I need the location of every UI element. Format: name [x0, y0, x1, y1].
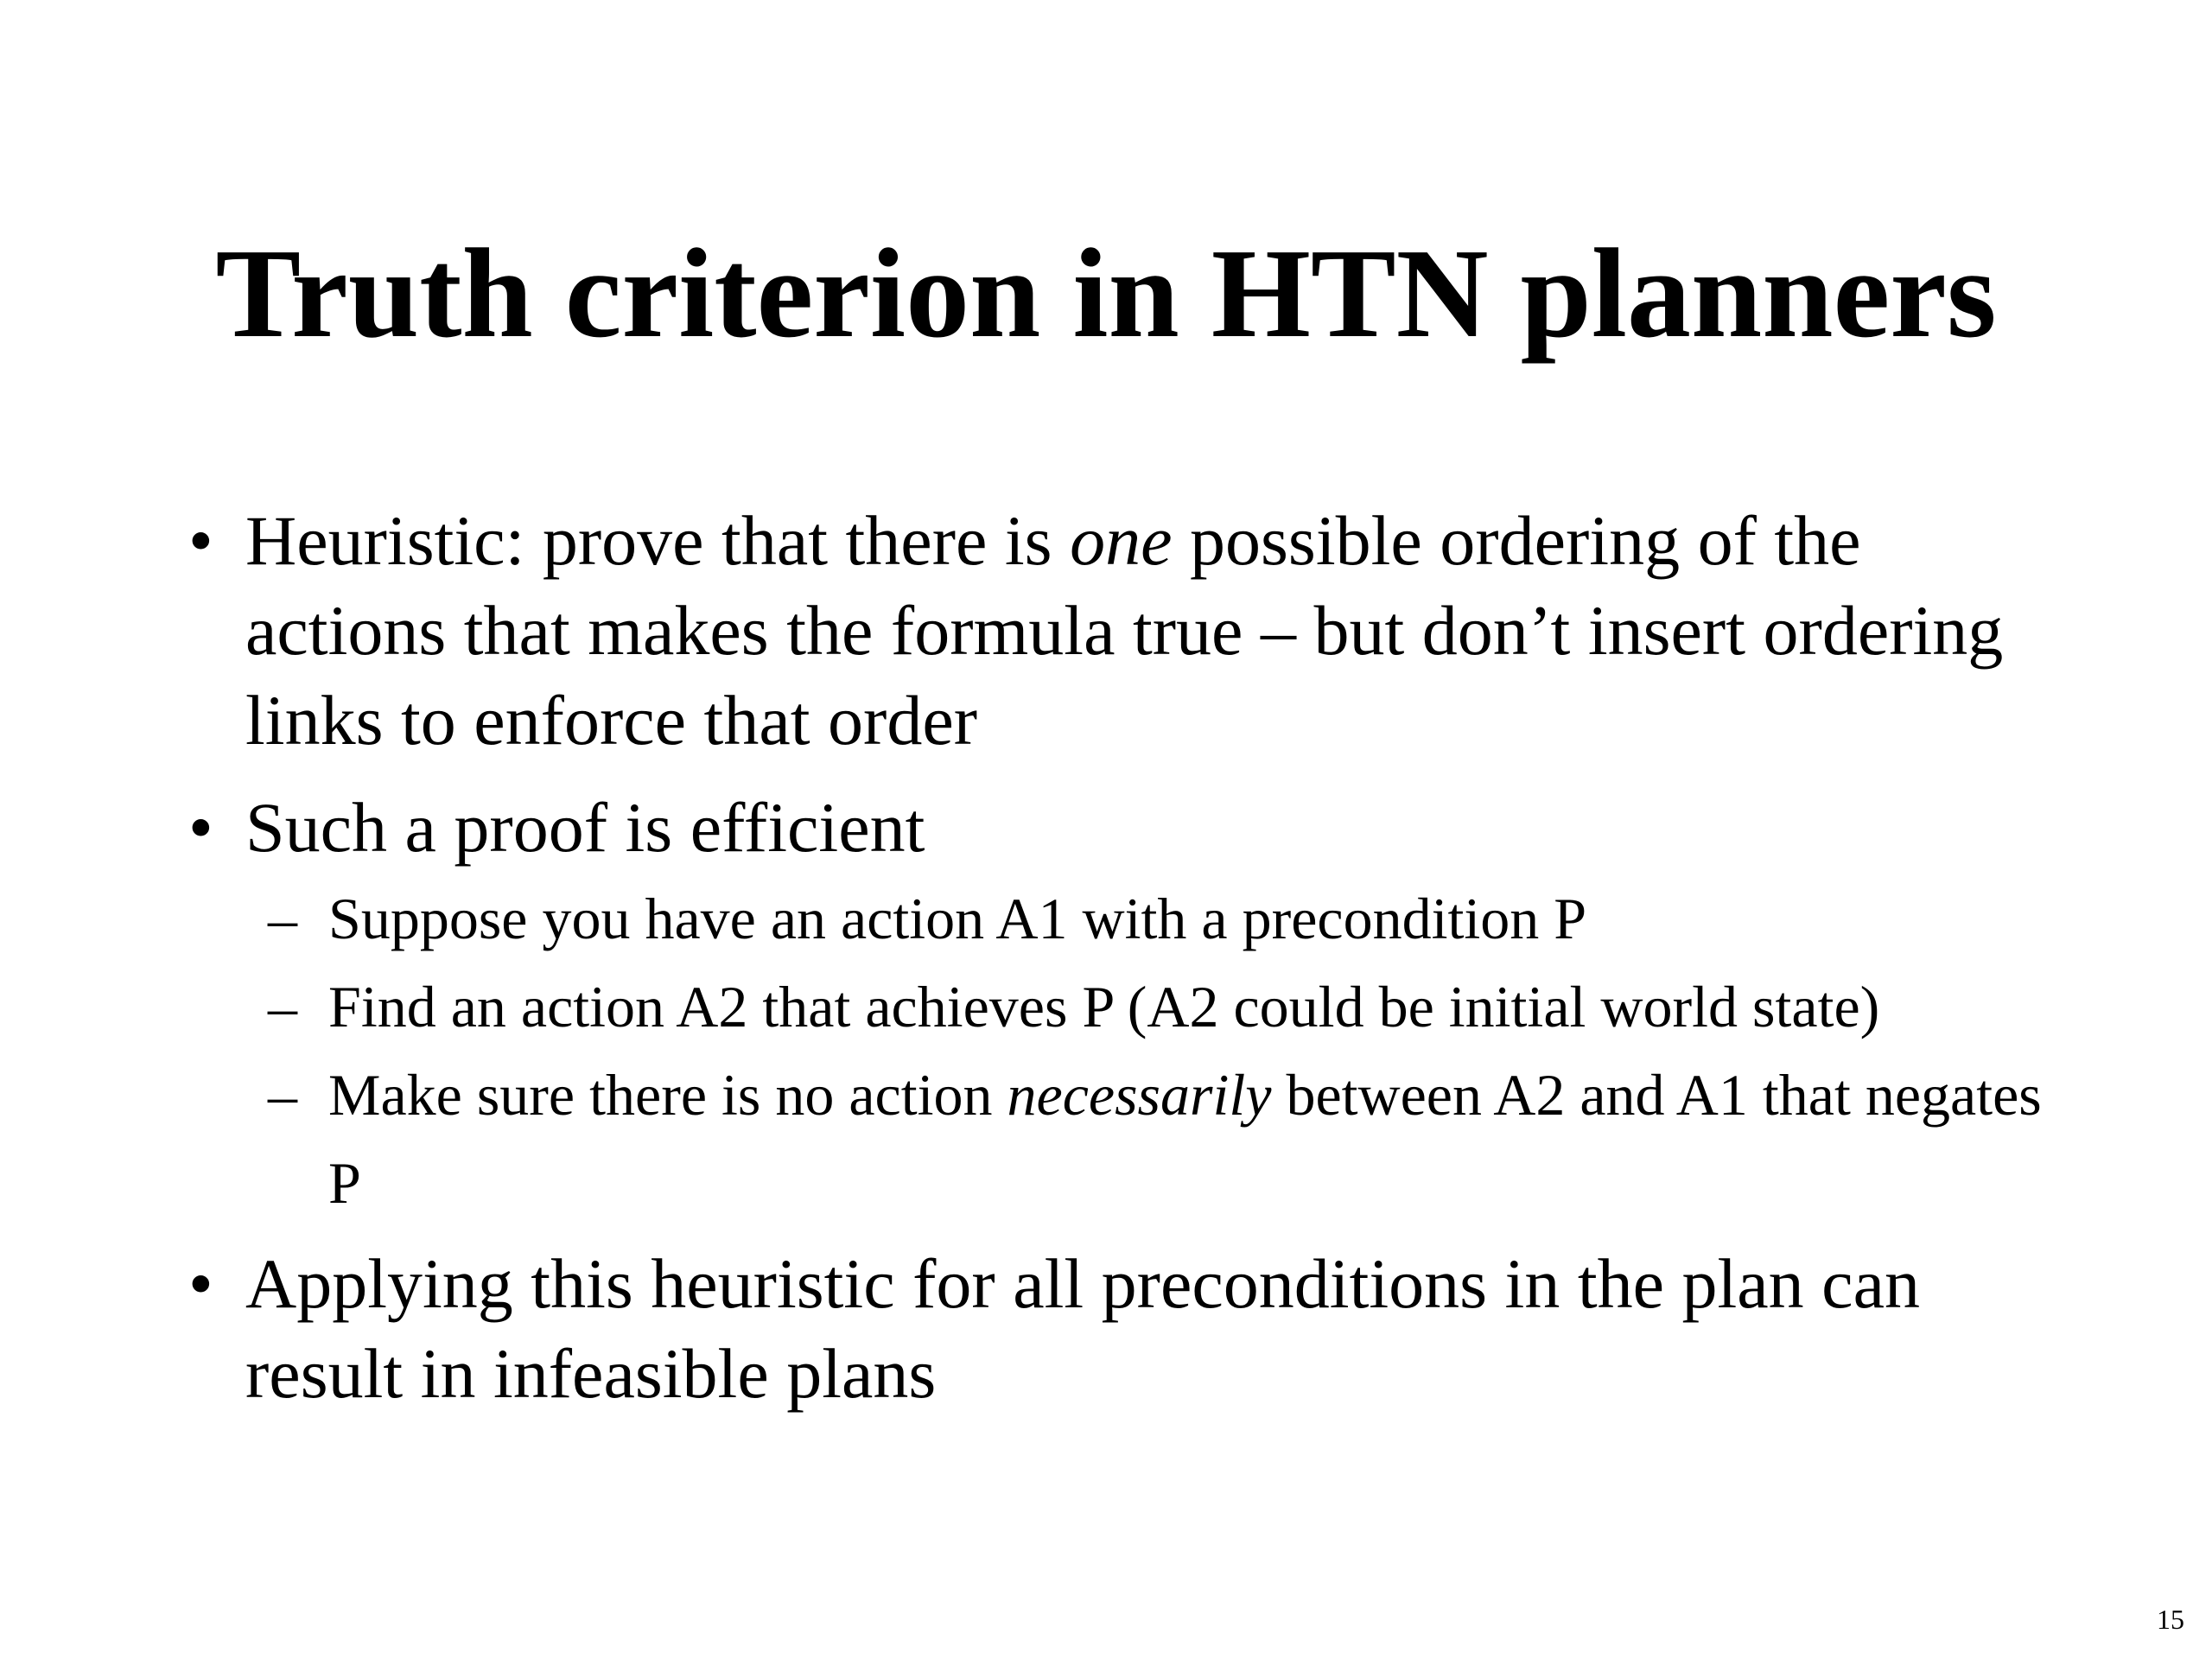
slide-title: Truth criterion in HTN planners — [215, 223, 1997, 365]
sub-bullet-find-action — [188, 963, 2046, 1051]
sub-bullet-text-part: Make sure there is no action — [328, 1062, 1007, 1128]
bullet-text-part: Heuristic: prove that there is — [245, 501, 1071, 580]
bullet-dot: • — [188, 1244, 213, 1323]
bullet-text: Such a proof is efficient — [245, 788, 925, 867]
bullet-text-part: possible ordering of the actions that makes the formula true – but don’t insert ordering links to enforce that order — [245, 501, 2004, 760]
sub-bullet-make-sure — [188, 1051, 2046, 1227]
bullet-dot: • — [188, 501, 213, 580]
bullet-proof-efficient — [188, 783, 2046, 873]
sub-bullet-text-part: between A2 and A1 that negates P — [328, 1062, 2042, 1216]
page-number: 15 — [2157, 1604, 2184, 1635]
bullet-text: Applying this heuristic for all preconditions in the plan can result in infeasible plans — [245, 1244, 1920, 1413]
bullet-dot: • — [188, 788, 213, 867]
bullet-text-emphasis: one — [1070, 501, 1173, 580]
slide-body — [188, 496, 2046, 1419]
sub-bullet-dash: – — [268, 886, 297, 951]
bullet-heuristic — [188, 496, 2046, 766]
sub-bullet-text-emphasis: necessarily — [1007, 1062, 1272, 1128]
sub-bullet-suppose — [188, 874, 2046, 963]
sub-bullet-dash: – — [268, 1062, 297, 1128]
bullet-applying-heuristic — [188, 1239, 2046, 1419]
sub-bullet-text: Suppose you have an action A1 with a precondition P — [328, 886, 1587, 951]
sub-bullet-text: Find an action A2 that achieves P (A2 could be initial world state) — [328, 974, 1880, 1039]
sub-bullet-text — [328, 1062, 2042, 1216]
bullet-text — [245, 501, 2003, 760]
sub-bullet-dash: – — [268, 974, 297, 1039]
